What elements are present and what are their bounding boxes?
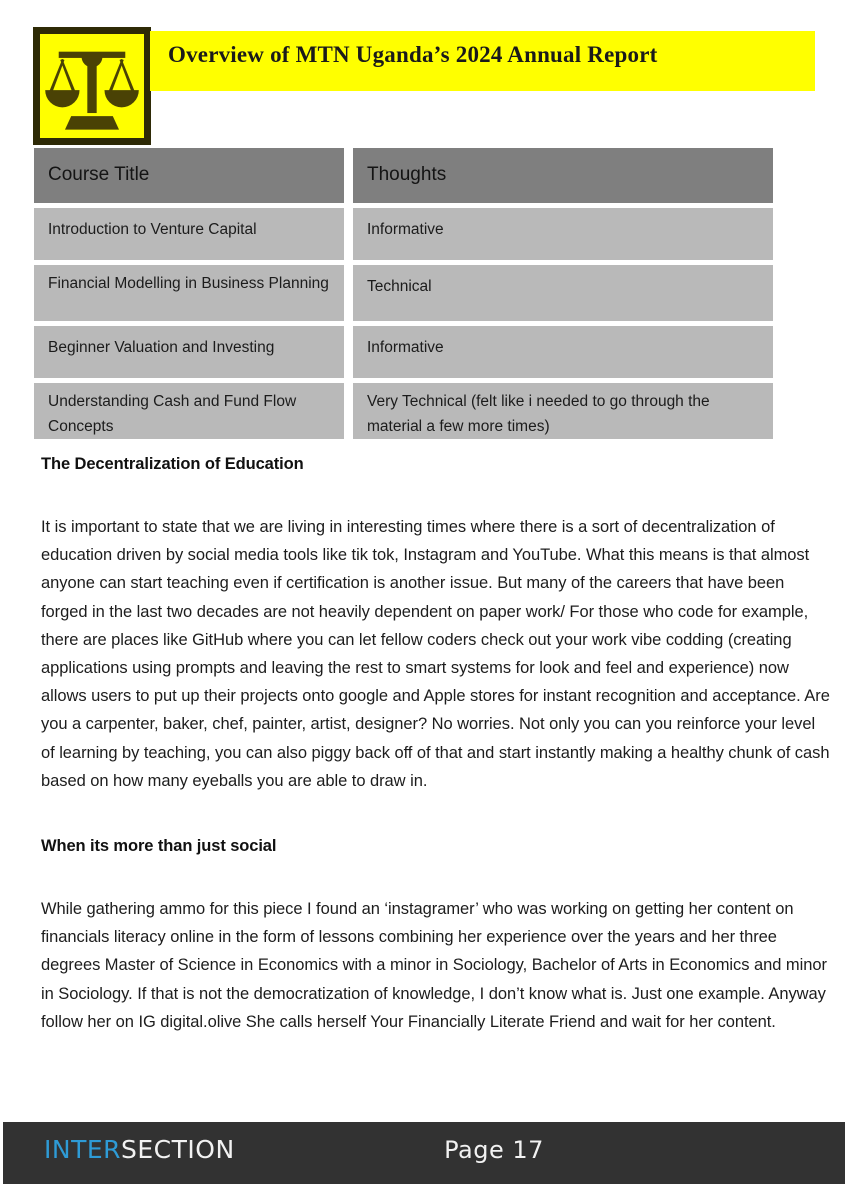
cell-course-title: Introduction to Venture Capital [34, 208, 344, 260]
column-header-course-title: Course Title [34, 148, 344, 203]
column-header-thoughts: Thoughts [353, 148, 773, 203]
cell-course-title: Financial Modelling in Business Planning [34, 265, 344, 321]
table-row [34, 326, 773, 378]
cell-thoughts: Informative [353, 326, 773, 378]
table-header-row [34, 148, 773, 203]
paragraph-more-than-social: While gathering ammo for this piece I found an ‘instagramer’ who was working on getting her content on financials literacy online in the form of lessons combining her experience over the years and her three degrees Master of Science in Economics with a minor in Sociology, Bachelor of Arts in Economics and minor in Sociology. If that is not the democratization of knowledge, I don’t know what is. Just one example. Anyway follow her on IG digital.olive She calls herself Your Financially Literate Friend and wait for her content. [41, 900, 827, 1031]
cell-thoughts: Technical [353, 265, 773, 321]
cell-course-title: Beginner Valuation and Investing [34, 326, 344, 378]
page-number: Page 17 [444, 1136, 544, 1164]
cell-thoughts: Informative [353, 208, 773, 260]
section-heading-more-than-social: When its more than just social [41, 837, 277, 856]
section-heading-decentralization: The Decentralization of Education [41, 455, 304, 473]
table-row [34, 208, 773, 260]
page-footer [3, 1122, 845, 1184]
page-title: Overview of MTN Uganda’s 2024 Annual Report [168, 42, 658, 67]
footer-brand-section: SECTION [121, 1135, 235, 1164]
article-body [41, 455, 831, 1036]
cell-thoughts: Very Technical (felt like i needed to go through the material a few more times) [353, 383, 773, 439]
table-row [34, 383, 773, 439]
footer-brand-inter: INTER [44, 1135, 122, 1164]
scales-of-justice-icon [40, 34, 144, 138]
course-table [34, 148, 773, 439]
table-row [34, 265, 773, 321]
cell-course-title: Understanding Cash and Fund Flow Concepts [34, 383, 344, 439]
page-header [0, 0, 848, 150]
paragraph-decentralization: It is important to state that we are living in interesting times where there is a sort of decentralization of education driven by social media tools like tik tok, Instagram and YouTube. What this means is that almost anyone can start teaching even if certification is another issue. But many of the careers that have been forged in the last two decades are not heavily dependent on paper work/ For those who code for example, there are places like GitHub where you can let fellow coders check out your work vibe codding (creating applications using prompts and leaving the rest to smart systems for look and feel and experience) now allows users to put up their projects onto google and Apple stores for instant recognition and acceptance. Are you a carpenter, baker, chef, painter, artist, designer? No worries. Not only you can you reinforce your level of learning by teaching, you can also piggy back off of that and start instantly making a healthy chunk of cash based on how many eyeballs you are able to draw in. [41, 518, 830, 790]
magazine-logo [33, 27, 151, 145]
